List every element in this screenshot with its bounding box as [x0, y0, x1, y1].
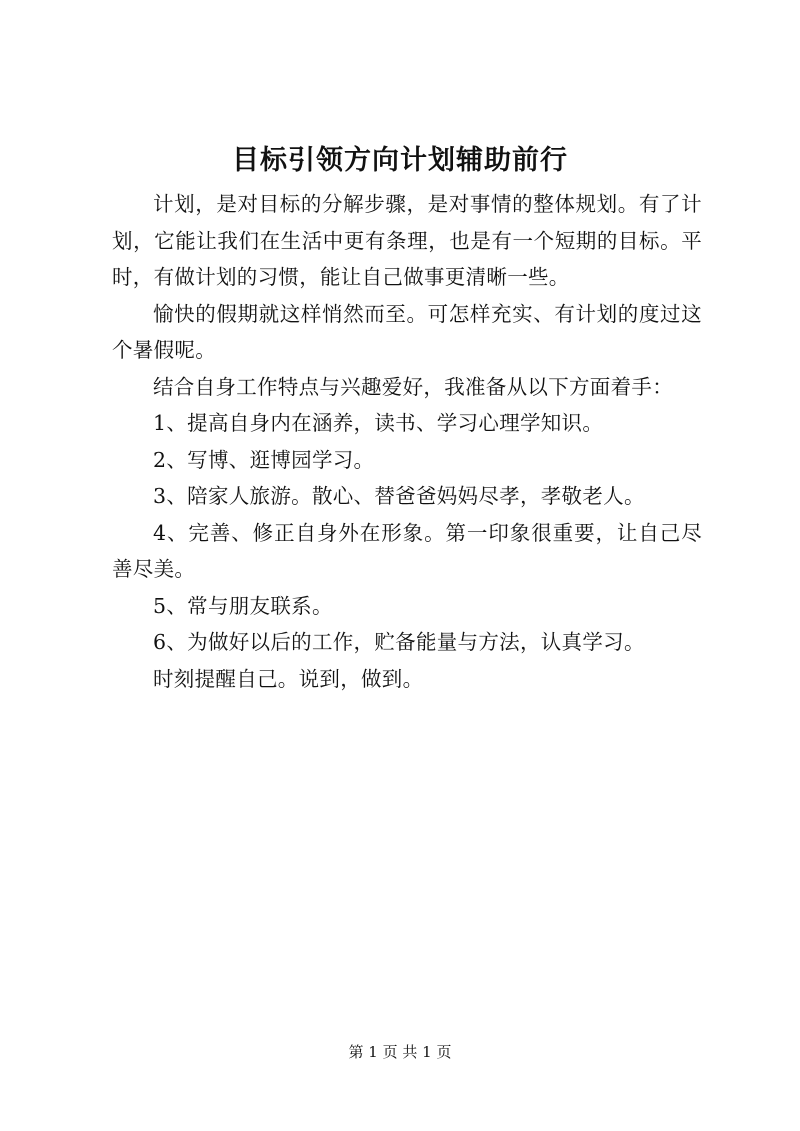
paragraph-closing: 时刻提醒自己。说到，做到。 [153, 666, 424, 691]
plan-item-2: 2、写博、逛博园学习。 [153, 447, 375, 472]
document-body [112, 186, 702, 697]
plan-item-5: 5、常与朋友联系。 [153, 593, 333, 618]
document-title: 目标引领方向计划辅助前行 [232, 145, 568, 176]
plan-item-6: 6、为做好以后的工作，贮备能量与方法，认真学习。 [153, 630, 645, 654]
page-footer: 第 1 页 共 1 页 [348, 1043, 452, 1061]
plan-item-4: 4、完善、修正自身外在形象。第一印象很重要，让自己尽善尽美。 [112, 520, 702, 581]
paragraph-intro: 计划，是对目标的分解步骤，是对事情的整体规划。有了计划，它能让我们在生活中更有条理，也是有一个短期的目标。平时，有做计划的习惯，能让自己做事更清晰一些。 [112, 192, 702, 289]
paragraph-holiday: 愉快的假期就这样悄然而至。可怎样充实、有计划的度过这个暑假呢。 [112, 301, 702, 362]
plan-item-3: 3、陪家人旅游。散心、替爸爸妈妈尽孝，孝敬老人。 [153, 484, 645, 508]
plan-item-1: 1、提高自身内在涵养，读书、学习心理学知识。 [153, 411, 604, 435]
paragraph-plan-lead: 结合自身工作特点与兴趣爱好，我准备从以下方面着手： [153, 374, 673, 399]
